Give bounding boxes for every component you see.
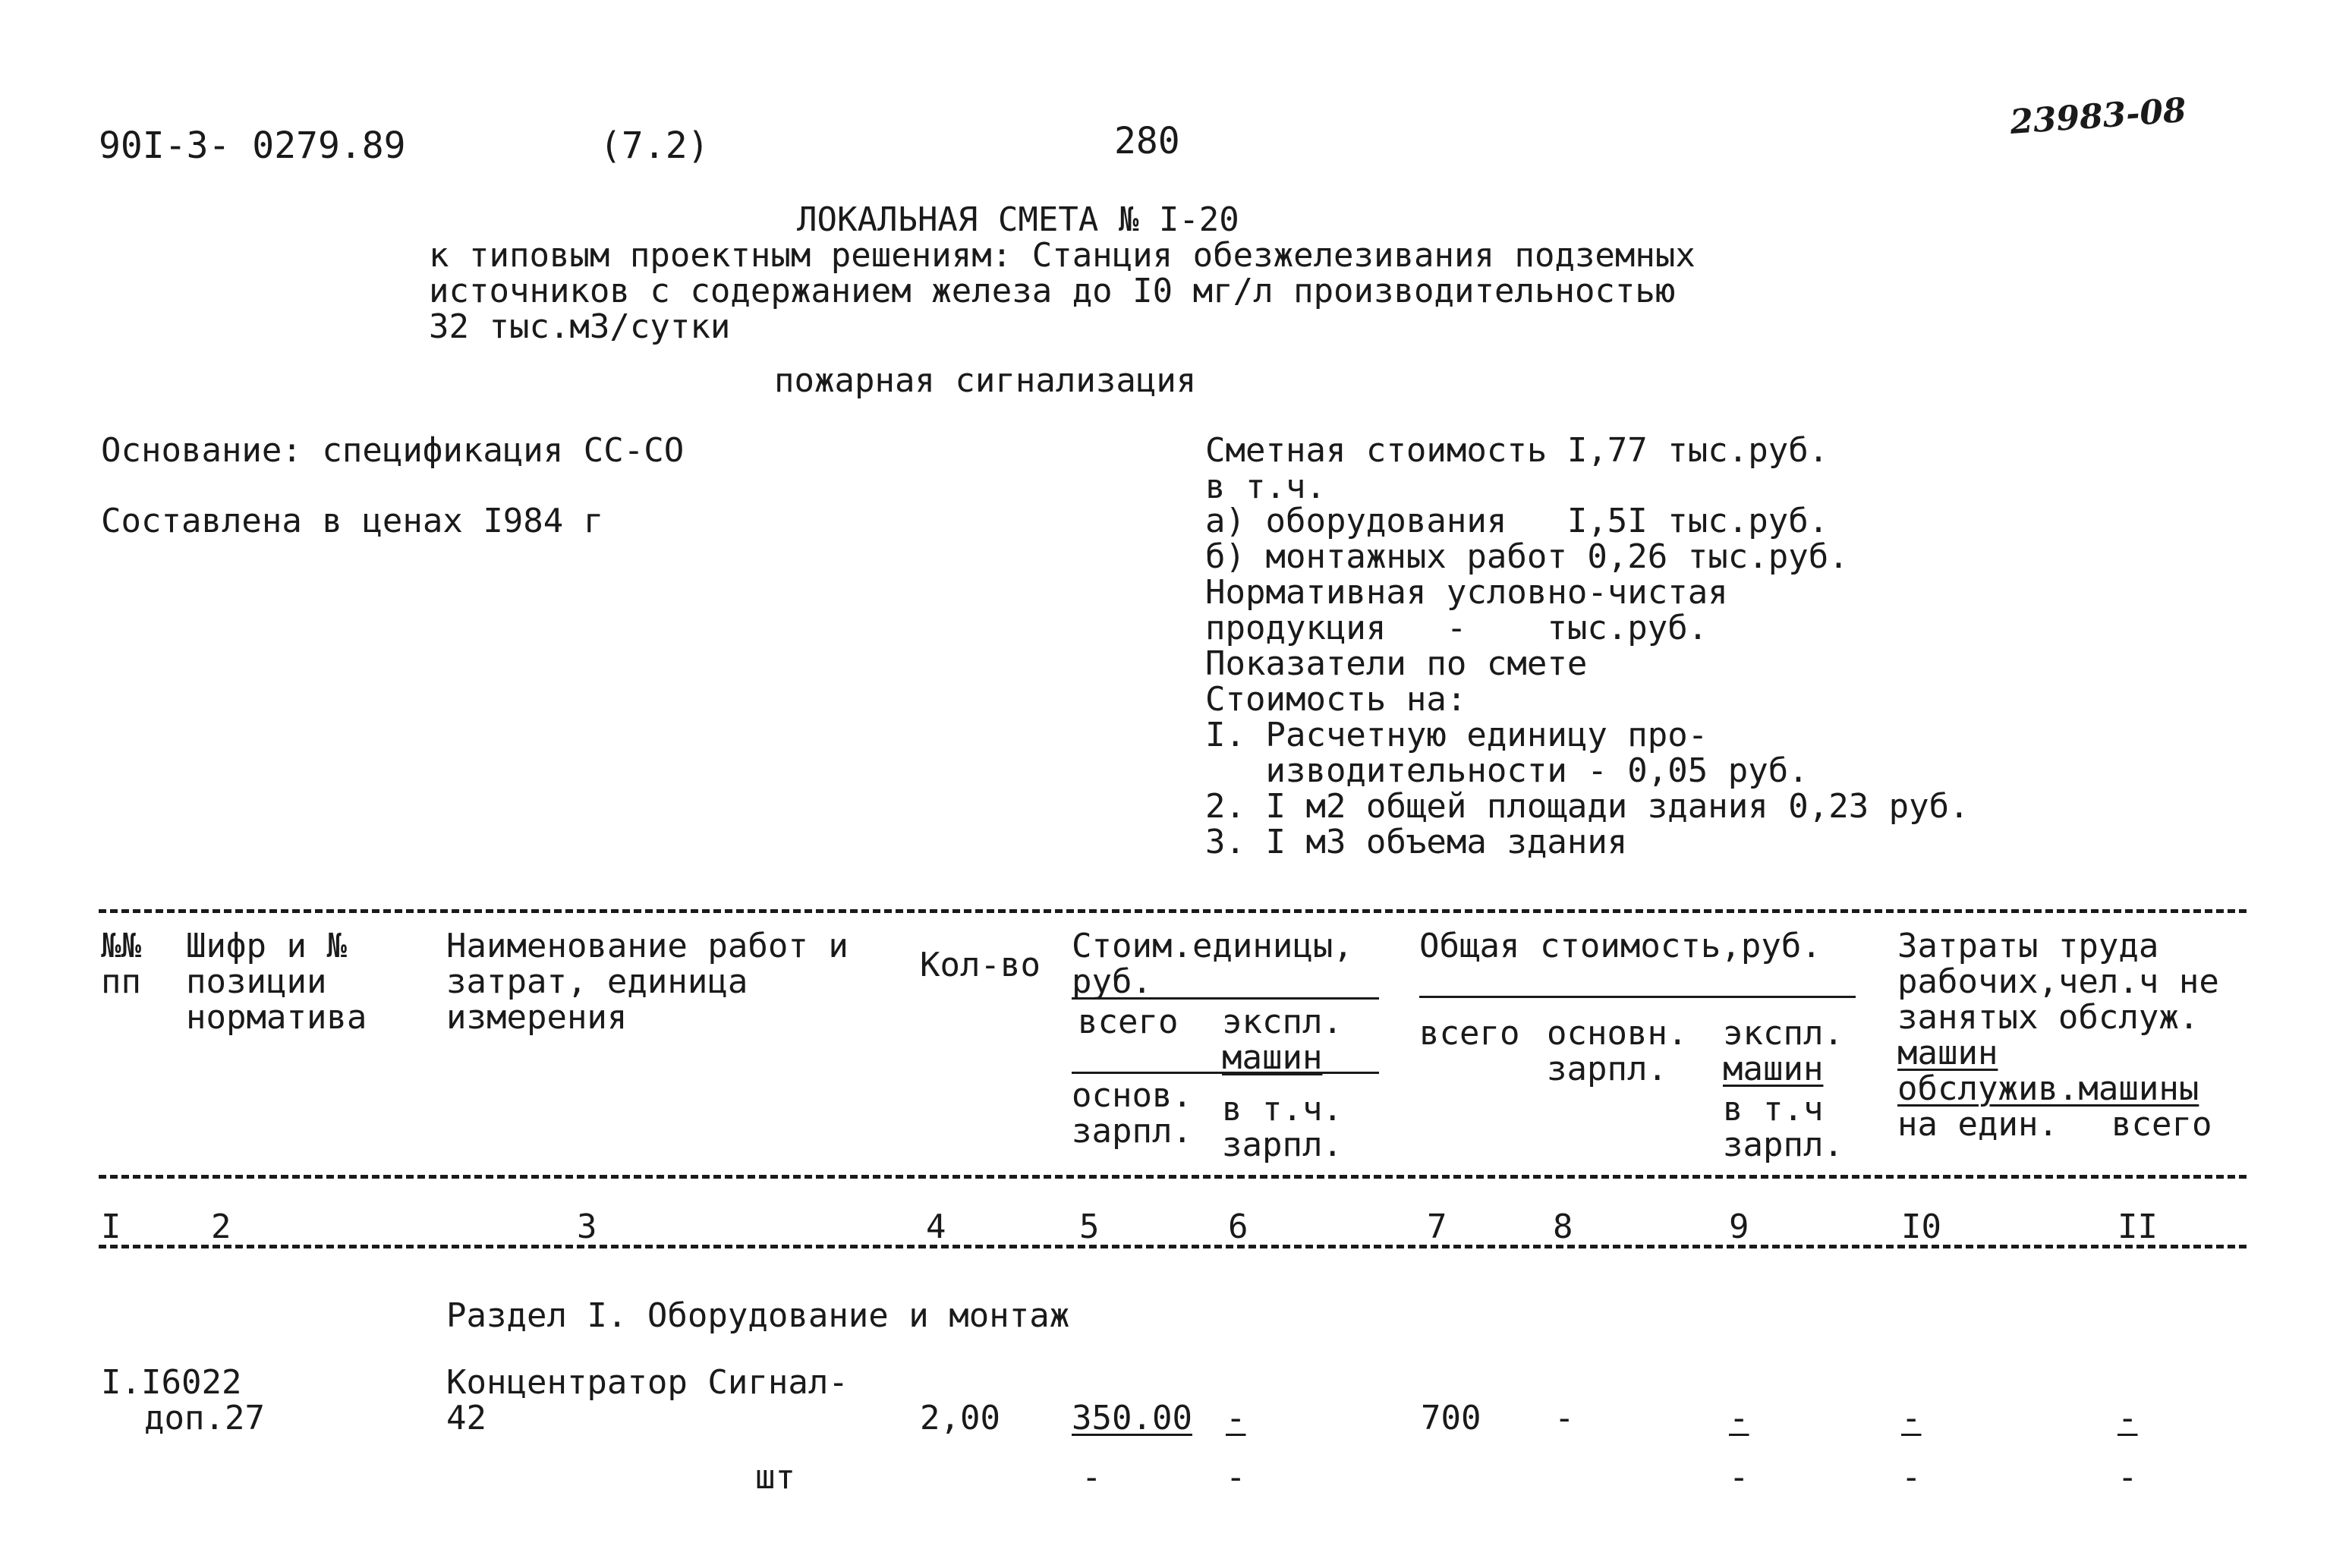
- column-number-rule: [99, 1245, 2247, 1248]
- row-name: Концентратор Сигнал-: [446, 1363, 849, 1402]
- row-labor-unit: -: [1901, 1399, 1922, 1437]
- row-total: 700: [1421, 1399, 1481, 1437]
- column-number: 7: [1427, 1207, 1447, 1246]
- column-number: II: [2117, 1207, 2158, 1246]
- estimate-description-line-1: к типовым проектным решениям: Станция обезжелезивания подземных: [429, 236, 1696, 275]
- header-labor-total: всего: [2111, 1105, 2212, 1144]
- section-title: Раздел I. Оборудование и монтаж: [446, 1296, 1070, 1335]
- cost-summary-line: I. Расчетную единицу про-: [1205, 716, 1708, 754]
- cost-summary-line: а) оборудования I,5I тыс.руб.: [1205, 502, 1829, 540]
- header-divider: [1419, 996, 1856, 998]
- header-divider: [1072, 997, 1379, 1000]
- row-code: I.I6022: [101, 1363, 242, 1402]
- header-unit-wage: основ.: [1072, 1076, 1192, 1115]
- column-number: 5: [1079, 1207, 1100, 1246]
- handwritten-reference: 23983-08: [2008, 90, 2188, 142]
- row-labor-total-sub: -: [2117, 1458, 2138, 1497]
- header-unit-total: всего: [1078, 1003, 1179, 1041]
- header-unit-machines: машин: [1222, 1038, 1323, 1077]
- header-total-machines: машин: [1723, 1050, 1824, 1088]
- header-code: позиции: [186, 962, 327, 1001]
- estimate-title: ЛОКАЛЬНАЯ СМЕТА № I-20: [797, 200, 1239, 239]
- cost-summary-line: в т.ч.: [1205, 468, 1326, 506]
- row-total-machines: -: [1729, 1399, 1749, 1437]
- row-unit-price: 350.00: [1072, 1399, 1192, 1437]
- document-code: 90I-3- 0279.89: [99, 124, 406, 167]
- header-labor: машин: [1897, 1034, 1998, 1072]
- cost-summary-line: б) монтажных работ 0,26 тыс.руб.: [1205, 537, 1849, 576]
- row-labor-unit-sub: -: [1901, 1458, 1922, 1497]
- column-number: 8: [1553, 1207, 1573, 1246]
- table-top-rule: [99, 909, 2247, 913]
- header-code: норматива: [186, 998, 367, 1037]
- cost-summary-line: Сметная стоимость I,77 тыс.руб.: [1205, 431, 1829, 470]
- header-labor-service: обслужив.машины: [1897, 1069, 2199, 1108]
- header-labor: рабочих,чел.ч не: [1897, 962, 2219, 1001]
- column-number: 3: [577, 1207, 597, 1246]
- column-number: 6: [1228, 1207, 1248, 1246]
- row-unit-wage: -: [1082, 1458, 1102, 1497]
- header-total-all: всего: [1419, 1014, 1520, 1053]
- header-unit-cost: Стоим.единицы,: [1072, 927, 1353, 965]
- column-number: 9: [1729, 1207, 1749, 1246]
- row-unit: шт: [755, 1458, 795, 1497]
- volume-number: (7.2): [600, 124, 710, 167]
- row-name: 42: [446, 1399, 486, 1437]
- cost-summary-line: 3. I м3 объема здания: [1205, 823, 1628, 861]
- header-name: затрат, единица: [446, 962, 748, 1001]
- row-unit-machines-wage: -: [1226, 1458, 1246, 1497]
- header-row-number: пп: [101, 962, 141, 1001]
- row-total-wage: -: [1554, 1399, 1575, 1437]
- header-labor: занятых обслуж.: [1897, 998, 2199, 1037]
- cost-summary-line: Нормативная условно-чистая: [1205, 573, 1728, 612]
- basis-line: Основание: спецификация СС-СО: [101, 431, 685, 470]
- header-total-machines: в т.ч: [1723, 1090, 1824, 1129]
- header-quantity: Кол-во: [920, 946, 1041, 984]
- header-name: измерения: [446, 998, 628, 1037]
- estimate-subtitle: пожарная сигнализация: [774, 361, 1197, 400]
- estimate-description-line-3: 32 тыс.м3/сутки: [429, 307, 731, 346]
- header-code: Шифр и №: [186, 927, 347, 965]
- row-quantity: 2,00: [920, 1399, 1000, 1437]
- header-divider: [1072, 1072, 1379, 1074]
- column-number: 4: [926, 1207, 946, 1246]
- header-row-number: №№: [101, 927, 141, 965]
- row-unit-machines: -: [1226, 1399, 1246, 1437]
- header-unit-machines-wage: в т.ч.: [1222, 1090, 1343, 1129]
- cost-summary-line: продукция - тыс.руб.: [1205, 609, 1708, 647]
- header-labor: Затраты труда: [1897, 927, 2159, 965]
- header-total-machines: зарпл.: [1723, 1126, 1844, 1164]
- table-header-bottom-rule: [99, 1175, 2247, 1179]
- header-total-wage: зарпл.: [1547, 1050, 1667, 1088]
- cost-summary-line: Стоимость на:: [1205, 680, 1467, 719]
- header-total-wage: основн.: [1547, 1014, 1688, 1053]
- cost-summary-line: изводительности - 0,05 руб.: [1205, 751, 1809, 790]
- header-unit-cost: руб.: [1072, 962, 1152, 1001]
- row-code-suffix: доп.27: [144, 1399, 265, 1437]
- column-number: 2: [211, 1207, 231, 1246]
- cost-summary-line: 2. I м2 общей площади здания 0,23 руб.: [1205, 787, 1969, 826]
- column-number: I0: [1901, 1207, 1941, 1246]
- column-number: I: [101, 1207, 121, 1246]
- cost-summary-line: Показатели по смете: [1205, 644, 1588, 683]
- header-unit-machines: экспл.: [1222, 1003, 1343, 1041]
- header-total-cost: Общая стоимость,руб.: [1419, 927, 1821, 965]
- header-unit-machines-wage: зарпл.: [1222, 1126, 1343, 1164]
- row-total-machines-wage: -: [1729, 1458, 1749, 1497]
- page-number: 280: [1114, 120, 1180, 162]
- header-unit-wage: зарпл.: [1072, 1112, 1192, 1151]
- header-labor-unit: на един.: [1897, 1105, 2058, 1144]
- estimate-description-line-2: источников с содержанием железа до I0 мг/л производительностью: [429, 272, 1676, 310]
- price-year-line: Составлена в ценах I984 г: [101, 502, 604, 540]
- row-labor-total: -: [2117, 1399, 2138, 1437]
- header-name: Наименование работ и: [446, 927, 849, 965]
- header-total-machines: экспл.: [1723, 1014, 1844, 1053]
